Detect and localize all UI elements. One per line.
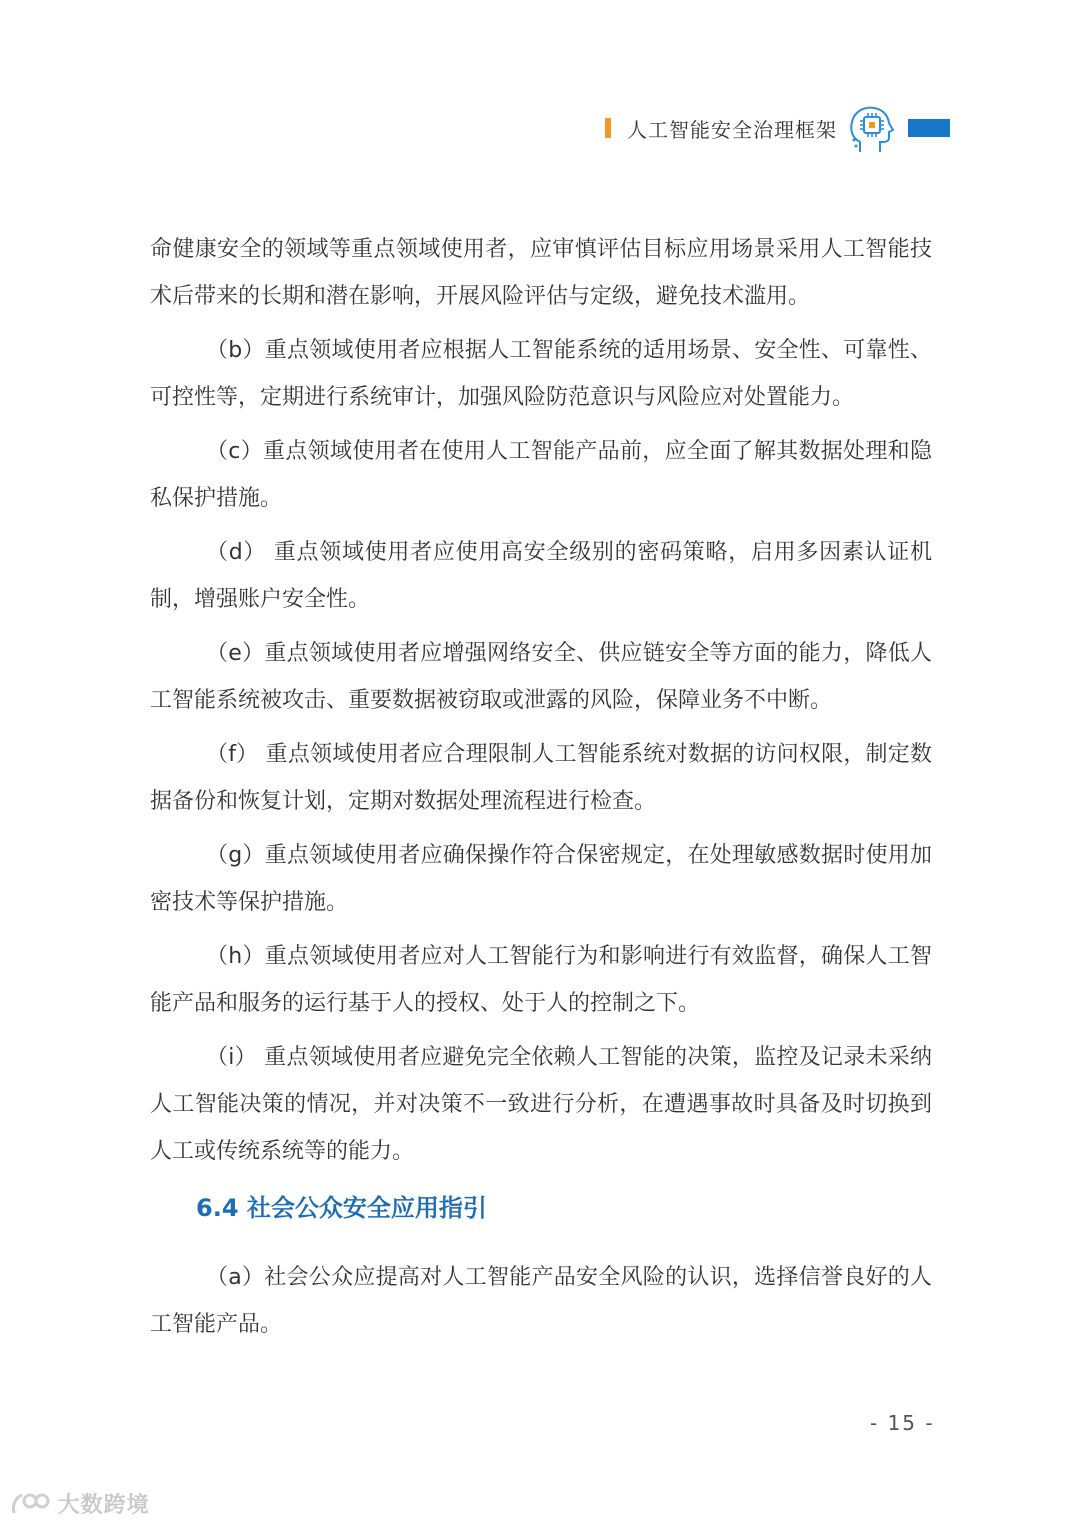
header-blue-bar (908, 119, 950, 137)
section-heading: 6.4 社会公众安全应用指引 (196, 1194, 487, 1222)
page-header (0, 100, 1080, 160)
paragraph-d: （d） 重点领域使用者应使用高安全级别的密码策略，启用多因素认证机制，增强账户安全性。 (150, 540, 932, 612)
paragraph-c: （c）重点领域使用者在使用人工智能产品前，应全面了解其数据处理和隐私保护措施。 (150, 439, 932, 511)
paragraph-e: （e）重点领域使用者应增强网络安全、供应链安全等方面的能力，降低人工智能系统被攻击、重要数据被窃取或泄露的风险，保障业务不中断。 (150, 641, 932, 713)
document-body (150, 226, 932, 1355)
watermark-logo-icon (10, 1489, 50, 1519)
page-number: - 15 - (870, 1411, 935, 1435)
paragraph-g: （g）重点领域使用者应确保操作符合保密规定，在处理敏感数据时使用加密技术等保护措施。 (150, 843, 932, 915)
paragraph-h: （h）重点领域使用者应对人工智能行为和影响进行有效监督，确保人工智能产品和服务的运行基于人的授权、处于人的控制之下。 (150, 944, 932, 1016)
watermark-text: 大数跨境 (57, 1493, 150, 1518)
paragraph-b: （b）重点领域使用者应根据人工智能系统的适用场景、安全性、可靠性、可控性等，定期进行系统审计，加强风险防范意识与风险应对处置能力。 (150, 338, 932, 410)
header-orange-bar (605, 118, 611, 138)
paragraph-continued: 命健康安全的领域等重点领域使用者，应审慎评估目标应用场景采用人工智能技术后带来的长期和潜在影响，开展风险评估与定级，避免技术滥用。 (150, 237, 932, 309)
paragraph-f: （f） 重点领域使用者应合理限制人工智能系统对数据的访问权限，制定数据备份和恢复计划，定期对数据处理流程进行检查。 (150, 742, 932, 814)
ai-head-chip-icon (842, 100, 900, 158)
paragraph-i: （i） 重点领域使用者应避免完全依赖人工智能的决策，监控及记录未采纳人工智能决策的情况，并对决策不一致进行分析，在遭遇事故时具备及时切换到人工或传统系统等的能力。 (150, 1045, 932, 1164)
header-title: 人工智能安全治理框架 (627, 118, 837, 142)
paragraph-a: （a）社会公众应提高对人工智能产品安全风险的认识，选择信誉良好的人工智能产品。 (150, 1265, 932, 1337)
watermark (10, 1488, 150, 1522)
